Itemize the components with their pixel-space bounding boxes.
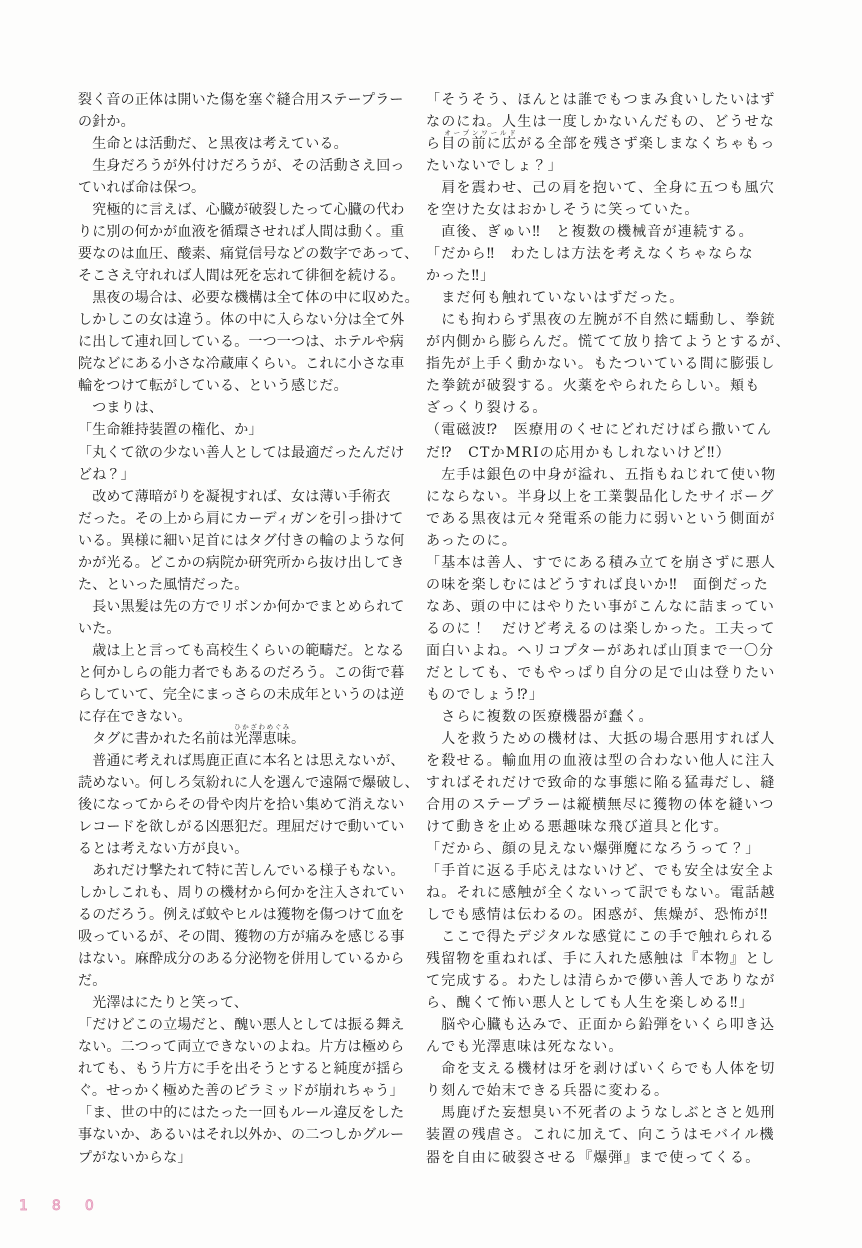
left-column: [78, 89, 419, 1169]
text-line: ら、醜くて怖い悪人としても人生を楽しめる‼」: [426, 995, 754, 1012]
text-line: どね？」: [78, 466, 135, 483]
text-line: 生命とは活動だ、と黒夜は考えている。: [78, 136, 348, 153]
text-line: に存在できない。: [78, 708, 192, 725]
text-line: り刻んで始末できる兵器に変わる。: [426, 1083, 670, 1100]
text-line: 指先が上手く動かない。もたついている間に膨張し: [426, 356, 776, 373]
text-line: そこさえ守れれば人間は死を忘れて徘徊を続ける。: [78, 268, 405, 285]
text-line: 「手首に返る手応えはないけど、でも安全は安全よ: [426, 863, 776, 880]
text-line: ここで得たデジタルな感覚にこの手で触れられる: [426, 929, 775, 946]
text-line: だとしても、でもやっぱり自分の足で山は登りたい: [426, 664, 776, 681]
text-line: 「ま、世の中的にはたった一回もルール違反をした: [78, 1105, 405, 1122]
text-line: たいないでしょ？」: [426, 158, 563, 175]
text-line: しかしこの女は違う。体の中に入らない分は全て外: [78, 312, 405, 329]
text-line: 「だから‼ わたしは方法を考えなくちゃならな: [426, 246, 754, 263]
text-line: つまりは、: [78, 400, 164, 417]
text-line: と何かしらの能力者でもあるのだろう。この街で暮: [78, 664, 405, 681]
text-line: ていれば命は保つ。: [78, 180, 206, 197]
text-line: である黒夜は元々発電系の能力に弱いという側面が: [426, 510, 776, 527]
text-line: なあ、頭の中にはやりたい事がこんなに詰まってい: [426, 598, 776, 615]
text-line: 読めない。何しろ気紛れに人を選んで遠隔で爆破し、: [78, 774, 419, 791]
text-line: ね。それに感触が全くないって訳でもない。電話越: [426, 885, 776, 902]
text-line: はない。麻酔成分のある分泌物を併用しているから: [78, 951, 405, 968]
text-line: かった‼」: [426, 268, 496, 285]
text-line: 「基本は善人、すでにある積み立てを崩さずに悪人: [426, 554, 777, 571]
ruby-base: [441, 128, 579, 155]
text-line: るのに！ だけど考えるのは楽しかった。工夫って: [426, 620, 776, 637]
text-line: （電磁波⁉ 医療用のくせにどれだけばら撒いてん: [426, 422, 773, 439]
text-line: しかしこれも、周りの機材から何かを注入されてい: [78, 885, 405, 902]
text-line: 「丸くて欲の少ない善人としては最適だったんだけ: [78, 444, 405, 461]
ruby-base-text: 光澤恵味: [234, 730, 292, 747]
text-line: 輪をつけて転がしている、という感じだ。: [78, 378, 348, 395]
text-line: らしていて、完全にまっさらの未成年というのは逆: [78, 686, 405, 703]
text-line: なのにね。人生は一度しかないんだもの、どうせな: [426, 114, 776, 131]
text-line: た拳銃が破裂する。火薬をやられたらしい。頬も: [426, 378, 761, 395]
text-line: プがないからな」: [78, 1149, 192, 1166]
page-number: 180: [19, 1198, 118, 1214]
text-line: ものでしょう⁉」: [426, 686, 545, 703]
text-line: 黒夜の場合は、必要な機構は全て体の中に収めた。: [78, 290, 419, 307]
text-segment: ら: [426, 136, 442, 153]
text-line: んでも光澤恵味は死なない。: [426, 1039, 624, 1056]
text-line: 吸っているが、その間、獲物の方が痛みを感じる事: [78, 929, 405, 946]
text-line: [78, 723, 412, 750]
text-line: の味を楽しむにはどうすれば良いか‼ 面倒だった: [426, 576, 769, 593]
text-line: 面白いよね。ヘリコプターがあれば山頂まで一〇分: [426, 642, 775, 659]
text-segment: を残さず楽しまなくちゃもっ: [578, 136, 776, 153]
text-line: あれだけ撃たれて特に苦しんでいる様子もない。: [78, 863, 405, 880]
text-line: いる。異様に細い足首にはタグ付きの輪のような何: [78, 532, 405, 549]
text-line: さらに複数の医療機器が蠢く。: [426, 708, 654, 725]
text-line: が内側から膨らんだ。慌てて放り捨てようとするが、: [426, 334, 791, 351]
text-line: だ⁉ CTかMRIの応用かもしれないけど‼）: [426, 444, 731, 461]
text-line: 脳や心臓も込みで、正面から鉛弾をいくら叩き込: [426, 1017, 776, 1034]
text-line: 要なのは血圧、酸素、痛覚信号などの数字であって、: [78, 246, 419, 263]
text-line: て完成する。わたしは清らかで儚い善人でありなが: [426, 973, 776, 990]
text-line: るのだろう。例えば蚊やヒルは獲物を傷つけて血を: [78, 907, 405, 924]
text-line: 光澤はにたりと笑って、: [78, 995, 249, 1012]
text-line: 命を支える機材は牙を剥けばいくらでも人体を切: [426, 1061, 776, 1078]
text-line: いた。: [78, 620, 121, 637]
text-line: ぐ。せっかく極めた善のピラミッドが崩れちゃう」: [78, 1083, 404, 1100]
text-line: 直後、ぎゅい‼ と複数の機械音が連続する。: [426, 224, 754, 241]
text-line: あったのに。: [426, 532, 518, 549]
text-line: 人を救うための機材は、大抵の場合悪用すれば人: [426, 730, 776, 747]
text-line: た、といった風情だった。: [78, 576, 249, 593]
text-line: 馬鹿げた妄想臭い不死者のようなしぶとさと処刑: [426, 1105, 776, 1122]
text-line: にも拘わらず黒夜の左腕が不自然に蠕動し、拳銃: [426, 312, 776, 329]
text-line: レコードを欲しがる凶悪犯だ。理屈だけで動いてい: [78, 819, 405, 836]
text-line: 改めて薄暗がりを凝視すれば、女は薄い手術衣: [78, 488, 391, 505]
text-line: 「生命維持装置の権化、か」: [78, 422, 263, 439]
text-line: まだ何も触れていないはずだった。: [426, 290, 685, 307]
text-line: ない。二つって両立できないのよね。片方は極めら: [78, 1039, 405, 1056]
text-line: 「そうそう、ほんとは誰でもつまみ食いしたいはず: [426, 92, 776, 108]
text-line: 残留物を重ねれば、手に入れた感触は『本物』とし: [426, 951, 776, 968]
text-line: 肩を震わせ、己の肩を抱いて、全身に五つも風穴: [426, 180, 775, 197]
text-line: 裂く音の正体は開いた傷を塞ぐ縫合用ステープラー: [78, 92, 404, 108]
text-line: 生身だろうが外付けだろうが、その活動さえ回っ: [78, 158, 405, 175]
text-line: れても、もう片方に手を出そうとすると純度が揺ら: [78, 1061, 405, 1078]
text-line: にならない。半身以上を工業製品化したサイボーグ: [426, 488, 775, 505]
text-line: 「だから、顔の見えない爆弾魔になろうって？」: [426, 841, 761, 858]
text-line: 歳は上と言っても高校生くらいの範疇だ。となる: [78, 642, 405, 659]
text-line: 究極的に言えば、心臓が破裂したって心臓の代わ: [78, 202, 405, 219]
text-line: を殺せる。輸血用の血液は型の合わない他人に注入: [426, 752, 776, 769]
text-line: りに別の何かが血液を循環させれば人間は動く。重: [78, 224, 405, 241]
text-line: 合用のステープラーは縦横無尽に獲物の体を縫いつ: [426, 797, 775, 813]
text-line: 事ないか、あるいはそれ以外か、の二つしかグルー: [78, 1127, 405, 1144]
text-line: しでも感情は伝わるの。困惑が、焦燥が、恐怖が‼: [426, 907, 769, 924]
text-line: [426, 128, 782, 155]
text-line: の針か。: [78, 114, 135, 131]
text-line: に出して連れ回している。一つ一つは、ホテルや病: [78, 334, 404, 351]
text-line: を空けた女はおかしそうに笑っていた。: [426, 202, 700, 219]
text-line: ざっくり裂ける。: [426, 400, 548, 417]
right-column: [426, 89, 791, 1169]
text-segment: タグに書かれた名前は: [78, 730, 235, 747]
text-line: すればそれだけで致命的な事態に陥る猛毒だし、縫: [426, 774, 776, 791]
ruby-base-text: 目の前に広がる全部: [441, 136, 579, 153]
ruby-text: ひかざわめぐみ: [234, 723, 291, 732]
text-line: だ。: [78, 973, 107, 990]
text-line: るとは考えない方が良い。: [78, 841, 249, 858]
text-line: 左手は銀色の中身が溢れ、五指もねじれて使い物: [426, 466, 777, 483]
text-line: 長い黒髪は先の方でリボンか何かでまとめられて: [78, 598, 405, 615]
ruby-text: オープンワールド: [444, 128, 519, 137]
text-line: 普通に考えれば馬鹿正直に本名とは思えないが、: [78, 752, 405, 769]
text-line: だった。その上から肩にカーディガンを引っ掛けて: [78, 510, 404, 527]
text-line: 器を自由に破裂させる『爆弾』まで使ってくる。: [426, 1149, 761, 1166]
text-line: けて動きを止める悪趣味な飛び道具と化す。: [426, 819, 729, 836]
text-segment: 。: [291, 730, 306, 747]
text-line: かが光る。どこかの病院か研究所から抜け出してき: [78, 554, 405, 571]
text-line: 装置の残虐さ。これに加えて、向こうはモバイル機: [426, 1127, 775, 1144]
text-line: 「だけどこの立場だと、醜い悪人としては振る舞え: [78, 1017, 405, 1034]
ruby-base: [234, 723, 292, 750]
text-line: 後になってからその骨や肉片を拾い集めて消えない: [78, 797, 405, 813]
text-line: 院などにある小さな冷蔵庫くらい。これに小さな車: [78, 356, 405, 373]
